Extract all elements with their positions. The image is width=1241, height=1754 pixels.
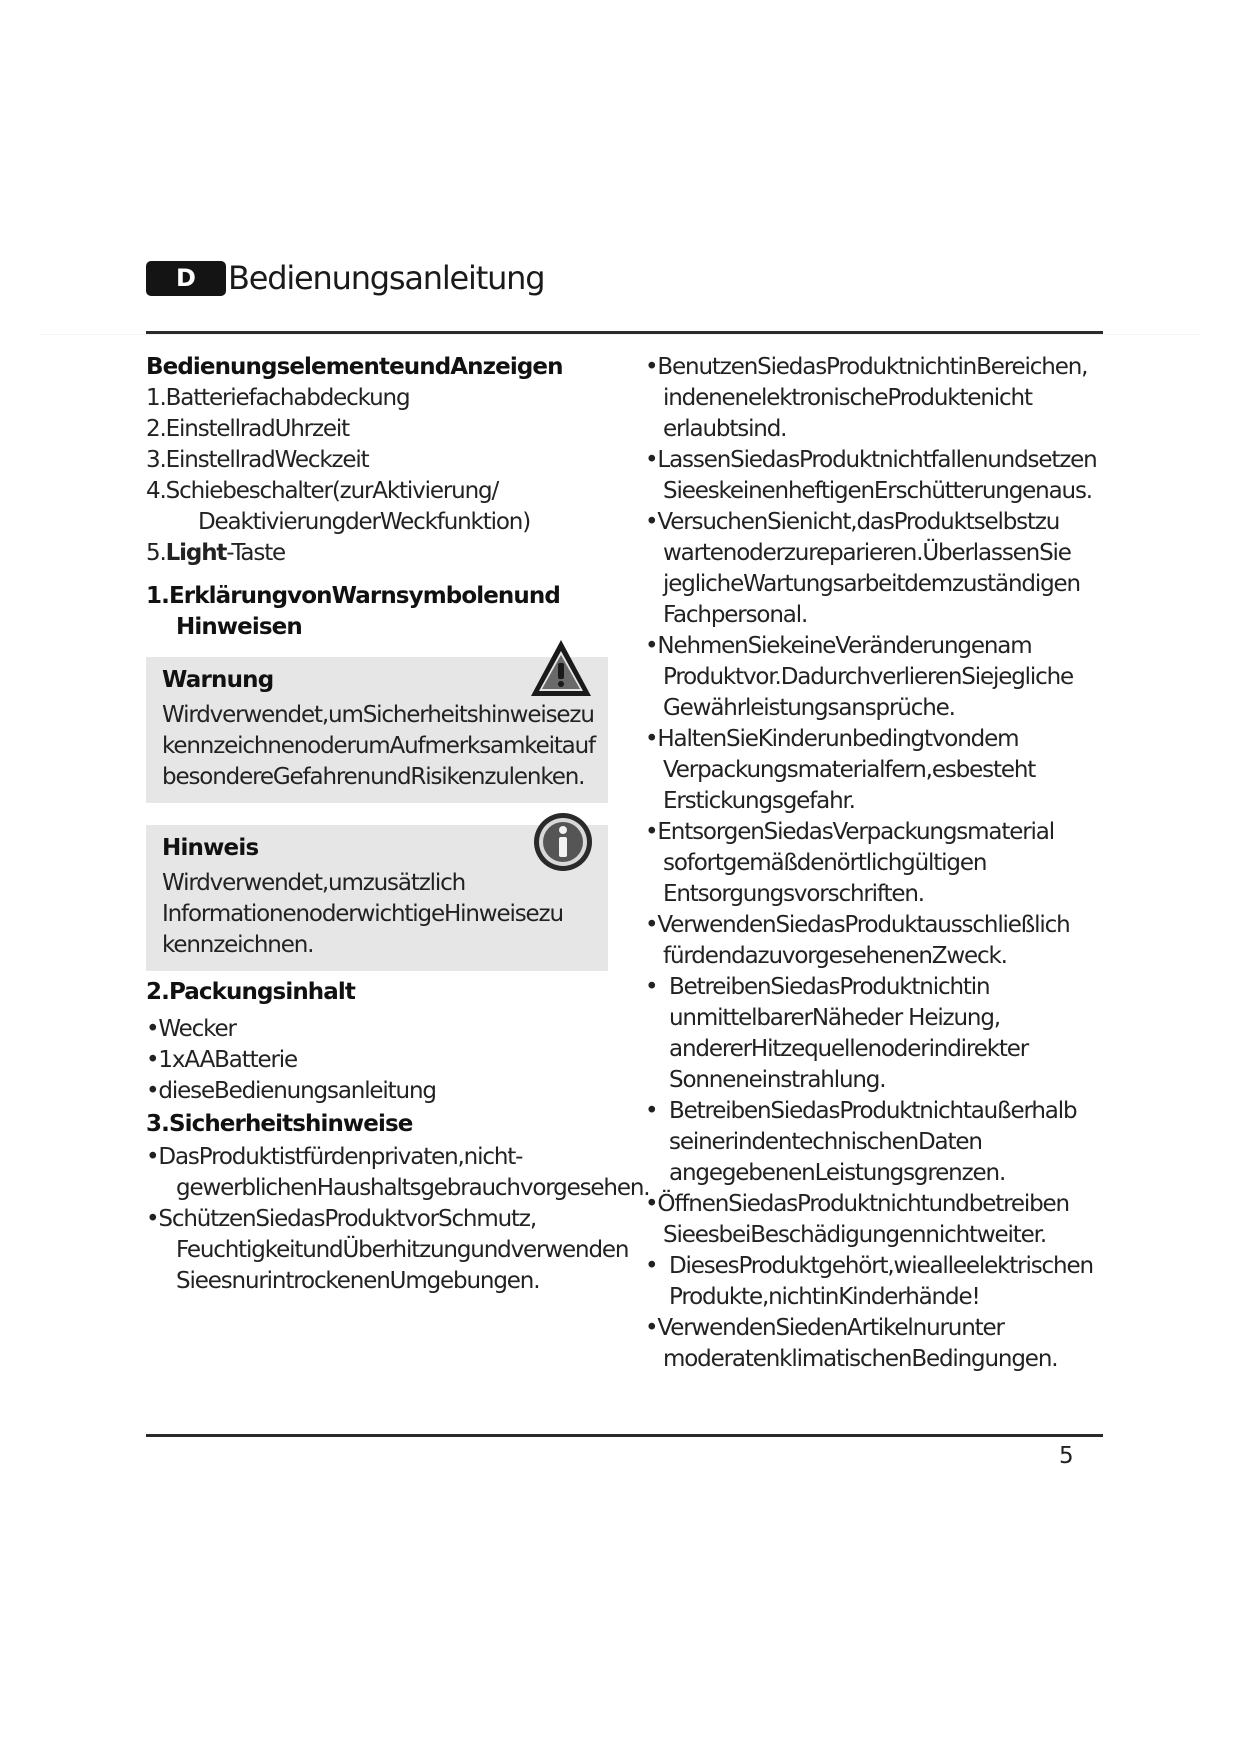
package-item: •dieseBedienungsanleitung: [146, 1078, 436, 1104]
control-item-light: [146, 538, 616, 569]
safety-item: [645, 352, 1115, 445]
note-text: kennzeichnen.: [162, 932, 314, 958]
safety-item: [645, 1096, 1115, 1189]
control-suffix: -Taste: [226, 540, 286, 566]
safety-item: [645, 724, 1115, 817]
safety-item: [146, 1204, 629, 1297]
page-number: 5: [1059, 1443, 1074, 1469]
footer-divider: [146, 1434, 1103, 1437]
safety-item-text: •VerwendenSiedasProduktausschließlich: [645, 912, 1070, 938]
safety-item: [645, 1251, 1115, 1313]
note-title: Hinweis: [162, 835, 259, 861]
safety-item-text: SieesnurintrockenenUmgebungen.: [176, 1268, 540, 1294]
safety-item-text: sofortgemäßdenörtlichgültigen: [663, 850, 987, 876]
warning-callout: [146, 657, 608, 803]
controls-heading: BedienungselementeundAnzeigen: [146, 354, 563, 380]
warning-text: Wirdverwendet,umSicherheitshinweisezu: [162, 702, 594, 728]
safety-item: [645, 972, 1115, 1096]
note-text: InformationenoderwichtigeHinweisezu: [162, 901, 563, 927]
control-item: 4.Schiebeschalter(zurAktivierung/: [146, 478, 499, 504]
control-item: 2.EinstellradUhrzeit: [146, 416, 350, 442]
warning-text: kennzeichnenoderumAufmerksamkeitauf: [162, 733, 596, 759]
page-header: [146, 258, 544, 298]
safety-item-text: •ÖffnenSiedasProduktnichtundbetreiben: [645, 1191, 1069, 1217]
safety-item-text: angegebenenLeistungsgrenzen.: [669, 1160, 1006, 1186]
control-number: 5.: [146, 540, 166, 566]
safety-item-text: indenenelektronischeProduktenicht: [663, 385, 1032, 411]
note-callout: [146, 825, 608, 971]
safety-item-text: •SchützenSiedasProduktvorSchmutz,: [146, 1206, 536, 1232]
warning-title: Warnung: [162, 667, 274, 693]
control-item: 1.Batteriefachabdeckung: [146, 385, 410, 411]
safety-item: [645, 507, 1115, 631]
warning-triangle-icon: [528, 637, 594, 708]
safety-item-text: •VerwendenSiedenArtikelnurunter: [645, 1315, 1004, 1341]
safety-item-text: Sonneneinstrahlung.: [669, 1067, 886, 1093]
safety-item-text: Fachpersonal.: [663, 602, 808, 628]
safety-item-text: •LassenSiedasProduktnichtfallenundsetzen: [645, 447, 1097, 473]
safety-item-text: •NehmenSiekeineVeränderungenam: [645, 633, 1032, 659]
safety-item-text: •BenutzenSiedasProduktnichtinBereichen,: [645, 354, 1088, 380]
safety-item: [645, 910, 1115, 972]
safety-item-text: BetreibenSiedasProduktnichtaußerhalb: [669, 1098, 1077, 1124]
safety-item-text: seinerindentechnischenDaten: [669, 1129, 982, 1155]
safety-item-text: Produkte,nichtinKinderhände!: [669, 1284, 980, 1310]
language-badge: D: [146, 261, 226, 296]
section-1-heading: 1.ErklärungvonWarnsymbolenund: [146, 583, 560, 609]
safety-item-text: Gewährleistungsansprüche.: [663, 695, 955, 721]
safety-item: [645, 1313, 1115, 1375]
safety-item-text: fürdendazuvorgesehenenZweck.: [663, 943, 1007, 969]
safety-item-text: jeglicheWartungsarbeitdemzuständigen: [663, 571, 1080, 597]
section-1-heading-continuation: Hinweisen: [176, 614, 302, 640]
bullet-dot: •: [645, 974, 658, 1000]
safety-item-text: DiesesProduktgehört,wiealleelektrischen: [669, 1253, 1093, 1279]
safety-item-text: gewerblichenHaushaltsgebrauchvorgesehen.: [176, 1175, 650, 1201]
safety-item-text: wartenoderzureparieren.ÜberlassenSie: [663, 540, 1071, 566]
bullet-dot: •: [645, 1253, 658, 1279]
bullet-dot: •: [645, 1098, 658, 1124]
package-item: •1xAABatterie: [146, 1047, 298, 1073]
safety-item: [146, 1142, 650, 1204]
header-divider: [146, 331, 1103, 334]
safety-item: [645, 445, 1115, 507]
page-title: Bedienungsanleitung: [228, 259, 545, 297]
safety-item-text: FeuchtigkeitundÜberhitzungundverwenden: [176, 1237, 629, 1263]
note-text: Wirdverwendet,umzusätzlich: [162, 870, 466, 896]
safety-item: [645, 817, 1115, 910]
safety-item-text: BetreibenSiedasProduktnichtin: [669, 974, 990, 1000]
safety-item-text: SieesbeiBeschädigungennichtweiter.: [663, 1222, 1046, 1248]
safety-item-text: moderatenklimatischenBedingungen.: [663, 1346, 1058, 1372]
warning-text: besondereGefahrenundRisikenzulenken.: [162, 764, 585, 790]
right-column: [645, 352, 1115, 1375]
safety-item-text: andererHitzequellenoderindirekter: [669, 1036, 1029, 1062]
info-icon: [532, 811, 594, 882]
safety-item-text: unmittelbarerNäheder Heizung,: [669, 1005, 1000, 1031]
safety-item-text: •EntsorgenSiedasVerpackungsmaterial: [645, 819, 1054, 845]
section-3-heading: 3.Sicherheitshinweise: [146, 1111, 413, 1137]
safety-item-text: •DasProduktistfürdenprivaten,nicht-: [146, 1144, 523, 1170]
package-item: •Wecker: [146, 1016, 236, 1042]
safety-item-text: Erstickungsgefahr.: [663, 788, 855, 814]
safety-item-text: SieeskeinenheftigenErschütterungenaus.: [663, 478, 1092, 504]
safety-item-text: Entsorgungsvorschriften.: [663, 881, 924, 907]
control-item-continuation: DeaktivierungderWeckfunktion): [198, 509, 531, 535]
safety-item-text: Produktvor.DadurchverlierenSiejegliche: [663, 664, 1074, 690]
control-item: 3.EinstellradWeckzeit: [146, 447, 369, 473]
safety-item: [645, 631, 1115, 724]
safety-item-text: •HaltenSieKinderunbedingtvondem: [645, 726, 1019, 752]
left-column: [146, 352, 650, 1297]
section-2-heading: 2.Packungsinhalt: [146, 979, 355, 1005]
light-label: Light: [165, 540, 227, 566]
safety-item-text: erlaubtsind.: [663, 416, 787, 442]
safety-item-text: Verpackungsmaterialfern,esbesteht: [663, 757, 1036, 783]
safety-item: [645, 1189, 1115, 1251]
scan-artifact-line: [40, 334, 1200, 335]
safety-item-text: •VersuchenSienicht,dasProduktselbstzu: [645, 509, 1060, 535]
